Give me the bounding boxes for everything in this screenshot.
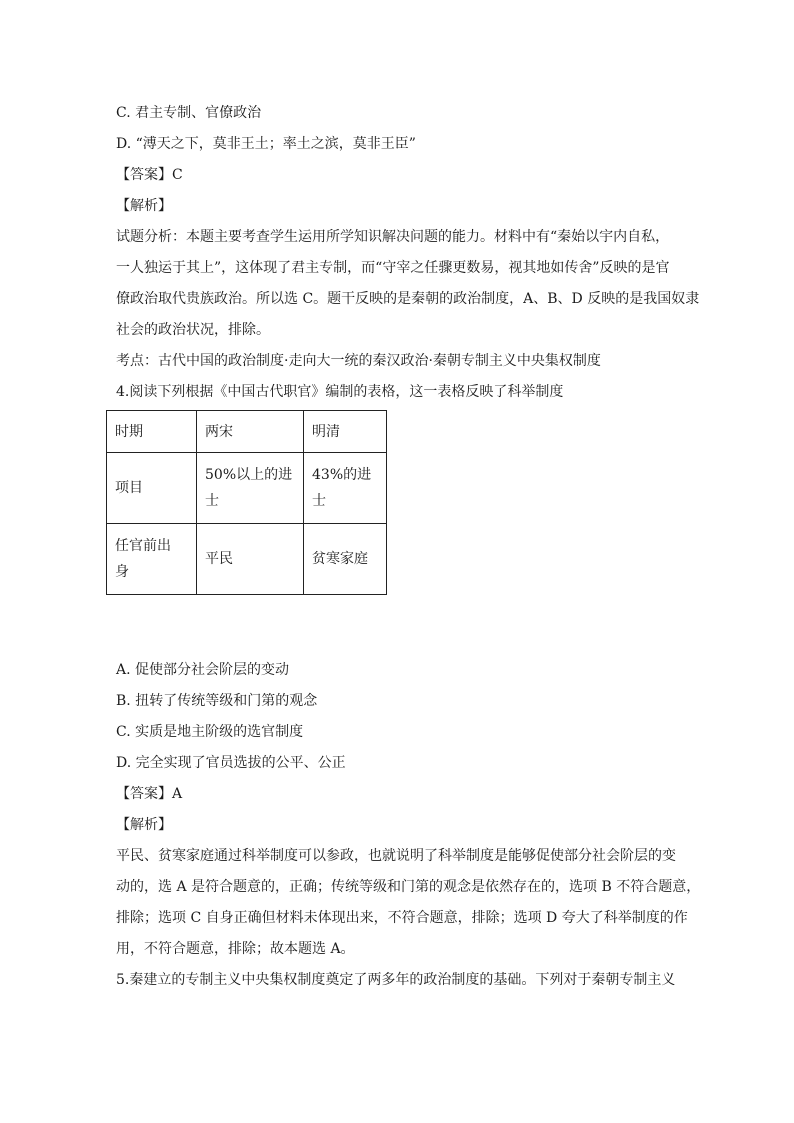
analysis-paragraph [116,841,701,965]
question-4-stem: 4.阅读下列根据《中国古代职官》编制的表格，这一表格反映了科举制度 [116,384,564,400]
analysis-line: 一人独运于其上”，这体现了君主专制，而“守宰之任骤更数易，视其地如传舍”反映的是官 [116,260,670,276]
table-cell [304,453,387,524]
question-5-stem: 5.秦建立的专制主义中央集权制度奠定了两多年的政治制度的基础。下列对于秦朝专制主义 [116,972,676,988]
cell-line: 43%的进 [312,467,372,483]
table-cell: 平民 [197,524,304,595]
analysis-line: 试题分析：本题主要考查学生运用所学知识解决问题的能力。材料中有“秦始以宇内自私， [116,229,670,245]
table-cell [107,524,197,595]
table-row [107,524,387,595]
option-d: D. 完全实现了官员选拔的公平、公正 [116,755,346,771]
analysis-line: 动的，选 A 是符合题意的，正确；传统等级和门第的观念是依然存在的，选项 B 不符合题意， [116,879,701,895]
table-cell: 项目 [107,453,197,524]
analysis-line: 僚政治取代贵族政治。所以选 C。题干反映的是秦朝的政治制度，A、B、D 反映的是我国奴隶 [116,291,700,307]
option-c: C. 君主专制、官僚政治 [116,105,262,121]
document-page [115,98,701,996]
data-table [106,410,387,595]
analysis-heading: 【解析】 [116,198,172,214]
option-d: D. “溥天之下，莫非王土；率土之滨，莫非王臣” [116,136,416,152]
analysis-heading: 【解析】 [116,817,172,833]
analysis-line: 社会的政治状况，排除。 [116,322,270,338]
kaodian-line: 考点：古代中国的政治制度·走向大一统的秦汉政治·秦朝专制主义中央集权制度 [116,353,601,369]
table-header-cell: 两宋 [197,411,304,453]
answer-label: 【答案】A [116,786,183,802]
table-row [107,453,387,524]
option-a: A. 促使部分社会阶层的变动 [116,662,290,678]
option-c: C. 实质是地主阶级的选官制度 [116,724,304,740]
table-header-row [107,411,387,453]
option-b: B. 扭转了传统等级和门第的观念 [116,693,318,709]
cell-line: 身 [115,564,129,580]
table-cell: 贫寒家庭 [304,524,387,595]
analysis-paragraph [116,222,700,346]
analysis-line: 用，不符合题意，排除；故本题选 A。 [116,941,355,957]
cell-line: 任官前出 [115,538,171,554]
table-header-cell: 明清 [304,411,387,453]
table-cell: 50%以上的进士 [197,453,304,524]
answer-label: 【答案】C [116,167,183,183]
cell-line: 士 [312,493,326,509]
table-header-cell: 时期 [107,411,197,453]
analysis-line: 平民、贫寒家庭通过科举制度可以参政，也就说明了科举制度是能够促使部分社会阶层的变 [116,848,676,864]
analysis-line: 排除；选项 C 自身正确但材料未体现出来，不符合题意，排除；选项 D 夸大了科举制度的作 [116,910,688,926]
